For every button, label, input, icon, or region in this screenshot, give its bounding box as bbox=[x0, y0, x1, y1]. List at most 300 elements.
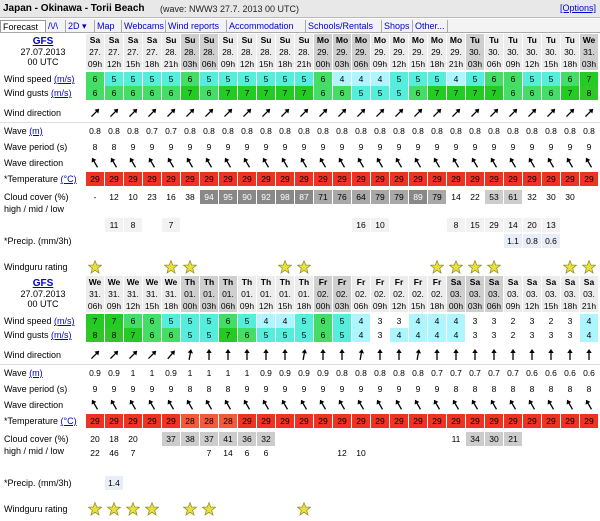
wave-label-text: Wave bbox=[4, 126, 27, 136]
cloud-mid-cell bbox=[219, 218, 237, 232]
precip-cell bbox=[295, 476, 313, 490]
wave-period-cell: 8 bbox=[529, 384, 535, 394]
wave-direction-arrow-icon bbox=[165, 399, 177, 411]
cloud-mid-cell bbox=[371, 460, 389, 474]
wave-period-label bbox=[4, 382, 67, 396]
date-cell: 29. bbox=[409, 46, 427, 58]
cloud-high-cell bbox=[390, 446, 408, 460]
temperature-cell: 29 bbox=[409, 414, 427, 428]
wave-cell: 0.8 bbox=[374, 126, 386, 136]
windguru-rating-label bbox=[4, 502, 68, 516]
cloud-total-cell bbox=[390, 432, 408, 446]
wind-speed-cell: 4 bbox=[352, 72, 370, 86]
day-cell: Th bbox=[257, 276, 275, 288]
cloud-sub-label: high / mid / low bbox=[4, 446, 65, 456]
cloud-high-cell bbox=[504, 446, 522, 460]
wind-direction-arrow-icon bbox=[393, 107, 405, 119]
hour-cell: 15h bbox=[258, 59, 274, 69]
wind-speed-cell: 4 bbox=[447, 72, 465, 86]
cloud-total-cell: 53 bbox=[485, 190, 503, 204]
precip-cell bbox=[143, 234, 161, 248]
precip-cell bbox=[390, 234, 408, 248]
cloud-total-cell: 92 bbox=[257, 190, 275, 204]
precip-cell bbox=[219, 234, 237, 248]
cloud-mid-cell bbox=[561, 460, 579, 474]
date-cell: 01. bbox=[295, 288, 313, 300]
date-cell: 03. bbox=[466, 288, 484, 300]
cloud-mid-cell bbox=[333, 460, 351, 474]
day-cell: Tu bbox=[523, 34, 541, 46]
wave-period-cell: 9 bbox=[320, 142, 326, 152]
tab-3[interactable]: Map bbox=[95, 20, 122, 32]
wave-period-cell: 8 bbox=[567, 384, 573, 394]
cloud-mid-cell bbox=[352, 460, 370, 474]
hour-cell: 09h bbox=[505, 59, 521, 69]
date-cell: 28. bbox=[276, 46, 294, 58]
hour-cell: 12h bbox=[239, 59, 255, 69]
wind-gusts-cell: 7 bbox=[219, 86, 237, 100]
hour-cell: 03h bbox=[182, 59, 198, 69]
cloud-total-cell: 64 bbox=[352, 190, 370, 204]
wave-period-cell: 9 bbox=[358, 384, 364, 394]
wind-speed-cell: 6 bbox=[124, 314, 142, 328]
precip-cell bbox=[333, 234, 351, 248]
wind-gusts-cell: 6 bbox=[143, 86, 161, 100]
precip-cell bbox=[352, 234, 370, 248]
wave-period-cell: 9 bbox=[111, 384, 117, 394]
wind-speed-cell: 5 bbox=[143, 72, 161, 86]
wind-speed-cell: 3 bbox=[561, 314, 579, 328]
wave-direction-arrow-icon bbox=[146, 157, 158, 169]
temperature-cell: 29 bbox=[181, 172, 199, 186]
cloud-high-cell bbox=[333, 204, 351, 218]
cloud-high-cell bbox=[542, 446, 560, 460]
wave-cell: 0.9 bbox=[89, 368, 101, 378]
rating-star-icon bbox=[88, 502, 102, 516]
cloud-total-cell bbox=[371, 432, 389, 446]
wave-cell: 0.8 bbox=[488, 126, 500, 136]
temperature-cell: 29 bbox=[257, 172, 275, 186]
wind-gusts-cell: 3 bbox=[466, 328, 484, 342]
temperature-unit-link[interactable]: (°C) bbox=[60, 174, 77, 184]
hour-cell: 18h bbox=[562, 59, 578, 69]
hour-cell: 06h bbox=[87, 301, 103, 311]
cloud-high-cell bbox=[580, 204, 598, 218]
cloud-total-cell bbox=[428, 432, 446, 446]
day-cell: Fr bbox=[314, 276, 332, 288]
wind-direction-arrow-icon bbox=[583, 107, 595, 119]
day-cell: Tu bbox=[561, 34, 579, 46]
wave-cell: 0.8 bbox=[127, 126, 139, 136]
wave-cell: 0.9 bbox=[260, 368, 272, 378]
wind-gusts-label-text: Wind gusts bbox=[4, 88, 49, 98]
wave-period-label bbox=[4, 140, 67, 154]
day-cell: We bbox=[162, 276, 180, 288]
model-link[interactable]: GFS bbox=[32, 278, 54, 289]
temperature-cell: 29 bbox=[390, 414, 408, 428]
date-cell: 31. bbox=[162, 288, 180, 300]
wind-direction-arrow-icon bbox=[203, 349, 215, 361]
temperature-cell: 29 bbox=[105, 414, 123, 428]
cloud-mid-cell bbox=[181, 460, 199, 474]
date-cell: 03. bbox=[523, 288, 541, 300]
wind-gusts-cell: 6 bbox=[200, 86, 218, 100]
cloud-mid-cell bbox=[200, 218, 218, 232]
tab-1[interactable]: /\/\ bbox=[46, 20, 66, 32]
hour-cell: 00h bbox=[315, 59, 331, 69]
cloud-mid-cell bbox=[390, 218, 408, 232]
wave-period-cell: 9 bbox=[206, 142, 212, 152]
wind-direction-arrow-icon bbox=[241, 107, 253, 119]
wind-gusts-cell: 5 bbox=[390, 86, 408, 100]
wave-period-cell: 8 bbox=[586, 384, 592, 394]
wave-direction-arrow-icon bbox=[564, 399, 576, 411]
wind-direction-label bbox=[4, 348, 61, 362]
hour-cell: 09h bbox=[220, 59, 236, 69]
precip-cell bbox=[257, 476, 275, 490]
day-cell: Su bbox=[238, 34, 256, 46]
temperature-unit-link[interactable]: (°C) bbox=[60, 416, 77, 426]
wave-period-cell: 8 bbox=[472, 384, 478, 394]
wind-gusts-cell: 7 bbox=[238, 86, 256, 100]
precip-label-text: *Precip. (mm/3h) bbox=[4, 478, 72, 488]
wind-speed-cell: 4 bbox=[371, 72, 389, 86]
wave-cell: 0.6 bbox=[545, 368, 557, 378]
cloud-mid-cell bbox=[580, 460, 598, 474]
cloud-total-cell: 30 bbox=[485, 432, 503, 446]
model-time: 00 UTC bbox=[27, 57, 59, 67]
wave-period-cell: 9 bbox=[149, 384, 155, 394]
wave-unit-link[interactable]: (m) bbox=[29, 368, 43, 378]
cloud-total-cell: 20 bbox=[86, 432, 104, 446]
tab-8[interactable]: Shops bbox=[382, 20, 413, 32]
wind-gusts-cell: 4 bbox=[428, 328, 446, 342]
wave-direction-arrow-icon bbox=[488, 157, 500, 169]
precip-cell bbox=[314, 476, 332, 490]
precip-cell bbox=[181, 476, 199, 490]
wave-cell: 0.7 bbox=[507, 368, 519, 378]
cloud-mid-cell: 7 bbox=[162, 218, 180, 232]
temperature-cell: 29 bbox=[257, 414, 275, 428]
wave-cell: 0.7 bbox=[146, 126, 158, 136]
wave-period-label-text: Wave period (s) bbox=[4, 142, 68, 152]
wind-speed-cell: 5 bbox=[219, 72, 237, 86]
wave-cell: 1 bbox=[225, 368, 231, 378]
wind-speed-cell: 5 bbox=[200, 314, 218, 328]
cloud-mid-cell bbox=[257, 460, 275, 474]
wind-speed-cell: 6 bbox=[504, 72, 522, 86]
cloud-mid-cell bbox=[238, 460, 256, 474]
wave-period-cell: 9 bbox=[263, 384, 269, 394]
wave-direction-arrow-icon bbox=[469, 157, 481, 169]
precip-cell bbox=[86, 476, 104, 490]
wave-period-cell: 9 bbox=[168, 142, 174, 152]
wind-speed-cell: 4 bbox=[580, 314, 598, 328]
wind-direction-arrow-icon bbox=[545, 349, 557, 361]
cloud-total-cell: 30 bbox=[542, 190, 560, 204]
precip-cell bbox=[504, 476, 522, 490]
precip-cell bbox=[162, 476, 180, 490]
title-bar bbox=[0, 0, 600, 18]
wave-period-cell: 8 bbox=[510, 384, 516, 394]
cloud-high-cell bbox=[162, 446, 180, 460]
hour-cell: 15h bbox=[410, 301, 426, 311]
wave-direction-arrow-icon bbox=[336, 399, 348, 411]
wave-direction-arrow-icon bbox=[222, 157, 234, 169]
wind-gusts-cell: 2 bbox=[504, 328, 522, 342]
model-info bbox=[0, 278, 86, 314]
date-cell: 27. bbox=[124, 46, 142, 58]
wind-speed-cell: 4 bbox=[409, 314, 427, 328]
date-cell: 27. bbox=[86, 46, 104, 58]
date-cell: 31. bbox=[105, 288, 123, 300]
wave-unit-link[interactable]: (m) bbox=[29, 126, 43, 136]
hour-cell: 18h bbox=[144, 59, 160, 69]
wind-gusts-unit-link[interactable]: (m/s) bbox=[51, 330, 72, 340]
wind-direction-arrow-icon bbox=[108, 349, 120, 361]
wind-direction-arrow-icon bbox=[507, 107, 519, 119]
wind-speed-cell: 3 bbox=[485, 314, 503, 328]
wave-direction-arrow-icon bbox=[393, 157, 405, 169]
wave-period-cell: 9 bbox=[301, 384, 307, 394]
wind-speed-cell: 4 bbox=[447, 314, 465, 328]
wind-speed-cell: 5 bbox=[181, 314, 199, 328]
wind-direction-arrow-icon bbox=[279, 107, 291, 119]
wave-direction-arrow-icon bbox=[203, 399, 215, 411]
cloud-total-cell: 79 bbox=[371, 190, 389, 204]
hour-cell: 12h bbox=[524, 301, 540, 311]
cloud-mid-cell bbox=[295, 460, 313, 474]
model-link[interactable]: GFS bbox=[32, 36, 54, 47]
temperature-cell: 29 bbox=[314, 172, 332, 186]
precip-cell bbox=[485, 234, 503, 248]
wind-speed-cell: 5 bbox=[162, 314, 180, 328]
rating-star-icon bbox=[297, 502, 311, 516]
temperature-cell: 29 bbox=[561, 414, 579, 428]
precip-cell: 1.4 bbox=[105, 476, 123, 490]
wave-period-cell: 9 bbox=[130, 142, 136, 152]
cloud-high-cell bbox=[523, 204, 541, 218]
precip-cell bbox=[162, 234, 180, 248]
date-cell: 30. bbox=[523, 46, 541, 58]
temperature-cell: 29 bbox=[466, 414, 484, 428]
wind-gusts-label bbox=[4, 328, 72, 342]
wave-direction-arrow-icon bbox=[450, 157, 462, 169]
wind-speed-label bbox=[4, 72, 75, 86]
temperature-cell: 29 bbox=[352, 414, 370, 428]
wind-speed-unit-link[interactable]: (m/s) bbox=[54, 316, 75, 326]
tab-0[interactable]: Forecast bbox=[0, 20, 46, 32]
precip-cell bbox=[143, 476, 161, 490]
wind-direction-arrow-icon bbox=[526, 107, 538, 119]
rating-star-icon bbox=[183, 260, 197, 274]
cloud-high-cell: 14 bbox=[223, 448, 233, 458]
cloud-mid-cell bbox=[523, 460, 541, 474]
cloud-high-cell: 10 bbox=[356, 448, 366, 458]
wind-direction-arrow-icon bbox=[241, 349, 253, 361]
precip-cell bbox=[485, 476, 503, 490]
rating-star-icon bbox=[202, 502, 216, 516]
wind-speed-cell: 3 bbox=[523, 314, 541, 328]
wind-speed-cell: 6 bbox=[314, 72, 332, 86]
cloud-mid-cell: 14 bbox=[504, 218, 522, 232]
date-cell: 28. bbox=[238, 46, 256, 58]
day-cell: Sa bbox=[447, 276, 465, 288]
tab-2[interactable]: 2D ▾ bbox=[66, 20, 95, 32]
tab-5[interactable]: Wind reports bbox=[166, 20, 227, 32]
wind-direction-arrow-icon bbox=[260, 349, 272, 361]
date-cell: 01. bbox=[276, 288, 294, 300]
wave-period-cell: 9 bbox=[377, 142, 383, 152]
cloud-high-cell bbox=[371, 446, 389, 460]
hour-cell: 18h bbox=[429, 301, 445, 311]
cloud-total-cell: 61 bbox=[504, 190, 522, 204]
wind-gusts-cell: 6 bbox=[143, 328, 161, 342]
model-time: 00 UTC bbox=[27, 299, 59, 309]
wind-direction-label-text: Wind direction bbox=[4, 350, 62, 360]
wind-direction-arrow-icon bbox=[564, 349, 576, 361]
day-cell: Sa bbox=[561, 276, 579, 288]
wind-speed-cell: 5 bbox=[200, 72, 218, 86]
wave-direction-arrow-icon bbox=[526, 399, 538, 411]
rating-star-icon bbox=[145, 502, 159, 516]
cloud-high-cell bbox=[542, 204, 560, 218]
temperature-cell: 29 bbox=[447, 414, 465, 428]
cloud-total-cell bbox=[561, 432, 579, 446]
temperature-cell: 29 bbox=[542, 172, 560, 186]
wind-gusts-cell: 4 bbox=[390, 328, 408, 342]
temperature-cell: 29 bbox=[124, 172, 142, 186]
cloud-total-cell: 18 bbox=[105, 432, 123, 446]
cloud-high-cell bbox=[504, 204, 522, 218]
wind-speed-label bbox=[4, 314, 75, 328]
cloud-mid-cell: 16 bbox=[352, 218, 370, 232]
cloud-high-cell bbox=[276, 204, 294, 218]
rating-star-icon bbox=[126, 502, 140, 516]
wind-gusts-cell: 6 bbox=[314, 86, 332, 100]
wave-cell: 0.8 bbox=[450, 126, 462, 136]
temperature-label-text: *Temperature bbox=[4, 174, 59, 184]
cloud-sub-label: high / mid / low bbox=[4, 204, 65, 214]
precip-cell bbox=[447, 234, 465, 248]
date-cell: 03. bbox=[485, 288, 503, 300]
precip-label bbox=[4, 234, 72, 248]
wind-speed-unit-link[interactable]: (m/s) bbox=[54, 74, 75, 84]
windguru-rating-label-text: Windguru rating bbox=[4, 262, 68, 272]
cloud-high-cell bbox=[295, 446, 313, 460]
cloud-mid-cell bbox=[162, 460, 180, 474]
wave-direction-arrow-icon bbox=[203, 157, 215, 169]
cloud-mid-cell bbox=[314, 218, 332, 232]
day-cell: Fr bbox=[409, 276, 427, 288]
wave-period-cell: 9 bbox=[472, 142, 478, 152]
date-cell: 31. bbox=[124, 288, 142, 300]
rating-star-icon bbox=[278, 260, 292, 274]
day-cell: Sa bbox=[124, 34, 142, 46]
wind-direction-arrow-icon bbox=[564, 107, 576, 119]
wind-direction-arrow-icon bbox=[469, 107, 481, 119]
cloud-mid-cell bbox=[409, 460, 427, 474]
wave-cell: 0.8 bbox=[298, 126, 310, 136]
wind-speed-cell: 6 bbox=[314, 314, 332, 328]
day-cell: Th bbox=[200, 276, 218, 288]
cloud-total-cell: 71 bbox=[314, 190, 332, 204]
cloud-mid-cell bbox=[542, 460, 560, 474]
temperature-label bbox=[4, 414, 77, 428]
precip-cell bbox=[86, 234, 104, 248]
wave-period-cell: 9 bbox=[396, 384, 402, 394]
wave-period-cell: 9 bbox=[586, 142, 592, 152]
wind-direction-arrow-icon bbox=[412, 349, 424, 361]
tab-4[interactable]: Webcams bbox=[122, 20, 166, 32]
date-cell: 29. bbox=[371, 46, 389, 58]
wave-period-cell: 9 bbox=[320, 384, 326, 394]
wind-direction-arrow-icon bbox=[127, 349, 139, 361]
tab-6[interactable]: Accommodation bbox=[227, 20, 306, 32]
wind-speed-cell: 5 bbox=[295, 314, 313, 328]
wind-gusts-cell: 8 bbox=[105, 328, 123, 342]
wind-gusts-unit-link[interactable]: (m/s) bbox=[51, 88, 72, 98]
wind-speed-cell: 5 bbox=[238, 72, 256, 86]
cloud-mid-cell bbox=[428, 218, 446, 232]
tab-9[interactable]: Other... bbox=[413, 20, 448, 32]
hour-cell: 03h bbox=[334, 301, 350, 311]
precip-cell bbox=[466, 234, 484, 248]
temperature-cell: 29 bbox=[333, 414, 351, 428]
cloud-total-cell: 36 bbox=[238, 432, 256, 446]
temperature-cell: 29 bbox=[371, 172, 389, 186]
cloud-high-cell bbox=[143, 446, 161, 460]
wind-speed-cell: 4 bbox=[276, 314, 294, 328]
day-cell: Sa bbox=[485, 276, 503, 288]
temperature-cell: 29 bbox=[162, 414, 180, 428]
wave-cell: 0.9 bbox=[317, 368, 329, 378]
date-cell: 01. bbox=[181, 288, 199, 300]
wind-gusts-cell: 7 bbox=[219, 328, 237, 342]
hour-cell: 18h bbox=[562, 301, 578, 311]
date-cell: 30. bbox=[561, 46, 579, 58]
precip-cell bbox=[580, 476, 598, 490]
tab-7[interactable]: Schools/Rentals bbox=[306, 20, 382, 32]
precip-cell bbox=[200, 476, 218, 490]
wind-direction-arrow-icon bbox=[336, 349, 348, 361]
options-link[interactable]: [Options] bbox=[559, 3, 596, 13]
temperature-cell: 29 bbox=[409, 172, 427, 186]
wind-speed-label-text: Wind speed bbox=[4, 316, 52, 326]
date-cell: 31. bbox=[86, 288, 104, 300]
wave-cell: 0.8 bbox=[564, 126, 576, 136]
wave-cell: 0.7 bbox=[469, 368, 481, 378]
wave-direction-arrow-icon bbox=[108, 399, 120, 411]
cloud-mid-cell bbox=[504, 460, 522, 474]
wind-gusts-cell: 7 bbox=[257, 86, 275, 100]
precip-cell bbox=[314, 234, 332, 248]
date-cell: 01. bbox=[219, 288, 237, 300]
precip-cell bbox=[580, 234, 598, 248]
divider bbox=[0, 122, 600, 123]
hour-cell: 09h bbox=[372, 301, 388, 311]
precip-cell bbox=[276, 234, 294, 248]
temperature-cell: 29 bbox=[295, 414, 313, 428]
wave-period-cell: 8 bbox=[111, 142, 117, 152]
cloud-total-cell: 79 bbox=[390, 190, 408, 204]
precip-cell bbox=[105, 234, 123, 248]
wave-period-cell: 9 bbox=[339, 142, 345, 152]
wind-direction-arrow-icon bbox=[317, 107, 329, 119]
wind-direction-arrow-icon bbox=[165, 107, 177, 119]
cloud-total-cell: - bbox=[86, 190, 104, 204]
windguru-rating-label bbox=[4, 260, 68, 274]
